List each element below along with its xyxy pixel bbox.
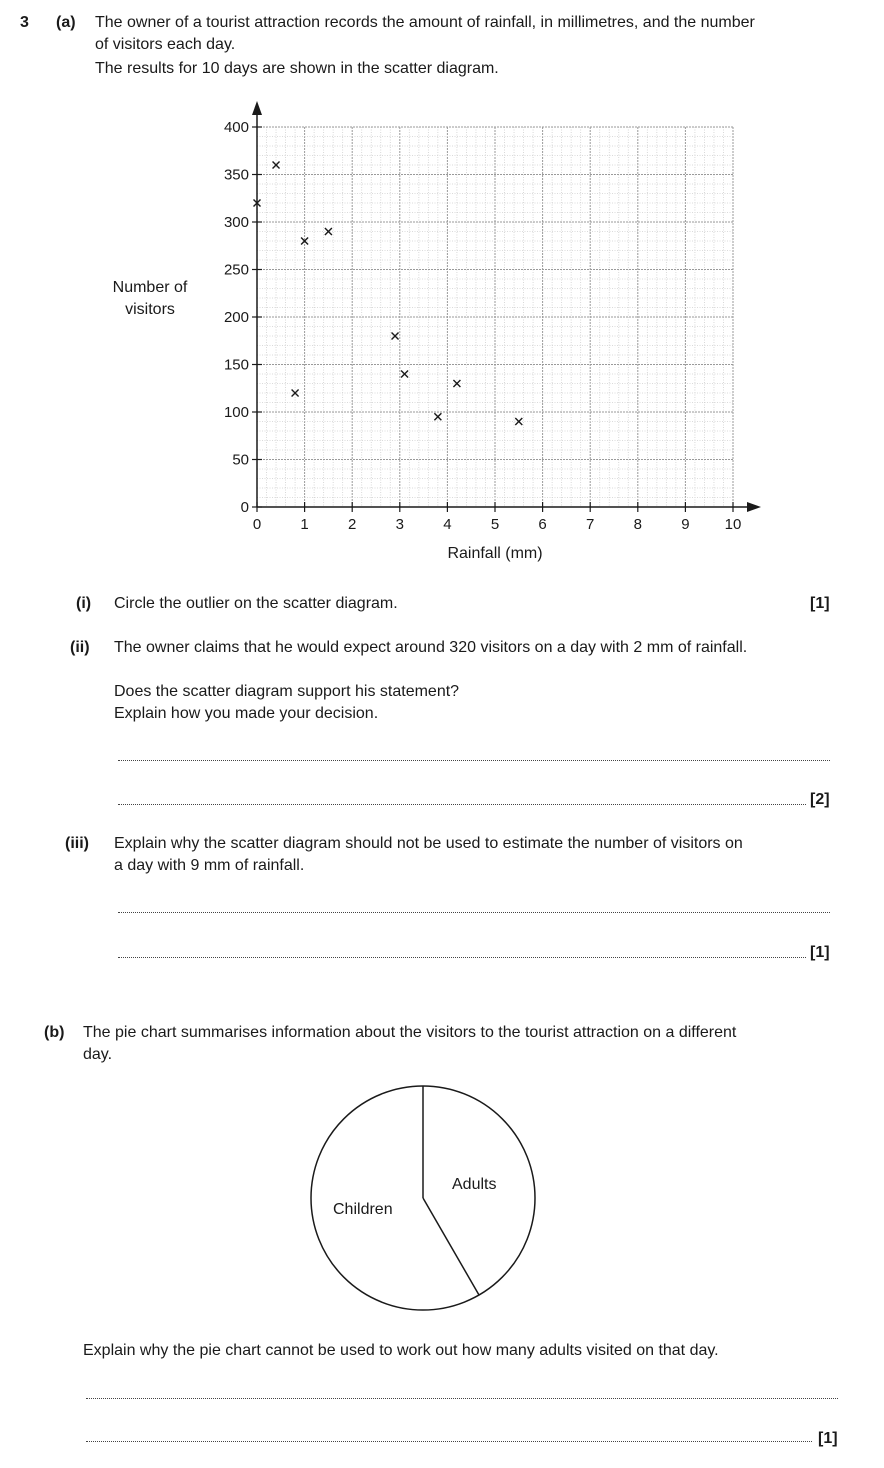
y-axis-label-line-2: visitors — [125, 301, 175, 318]
scatter-ticks — [224, 119, 741, 533]
sub-i-mark: [1] — [810, 595, 830, 612]
sub-iii-label: (iii) — [65, 835, 89, 852]
sub-iii-mark: [1] — [810, 944, 830, 961]
y-tick-label: 400 — [223, 119, 249, 136]
sub-i-text: Circle the outlier on the scatter diagram. — [114, 595, 398, 612]
sub-iii-line-1: Explain why the scatter diagram should not be used to estimate the number of visitors on — [114, 835, 743, 852]
y-tick-label: 100 — [223, 404, 249, 421]
pie-chart — [300, 1075, 550, 1325]
y-tick-label: 150 — [223, 356, 249, 374]
y-tick-label: 300 — [223, 214, 249, 231]
y-axis-label-line-1: Number of — [112, 279, 188, 296]
sub-ii-line-2: Does the scatter diagram support his statement? — [114, 683, 460, 700]
answer-line-ii-1[interactable] — [118, 760, 830, 761]
part-b-line-1: The pie chart summarises information about the visitors to the tourist attraction on a different — [83, 1024, 737, 1041]
answer-line-b-2[interactable] — [86, 1441, 812, 1442]
scatter-point — [453, 380, 460, 387]
scatter-point — [515, 418, 522, 425]
y-tick-label: 0 — [240, 499, 249, 516]
part-a-label: (a) — [56, 14, 76, 31]
part-b-line-2: day. — [83, 1046, 113, 1063]
x-tick-label: 1 — [300, 516, 309, 533]
x-tick-label: 3 — [395, 516, 404, 533]
scatter-grid — [257, 127, 733, 507]
pie-slice-boundary-children — [423, 1198, 479, 1295]
sub-ii-label: (ii) — [70, 639, 90, 656]
part-a-line-3: The results for 10 days are shown in the scatter diagram. — [95, 60, 499, 77]
x-tick-label: 8 — [633, 516, 642, 533]
part-b-mark: [1] — [818, 1430, 838, 1447]
scatter-point — [325, 228, 332, 235]
sub-i-label: (i) — [76, 595, 92, 612]
x-tick-label: 10 — [724, 516, 742, 533]
x-tick-label: 0 — [252, 516, 262, 533]
y-tick-label: 200 — [223, 309, 249, 326]
answer-line-iii-1[interactable] — [118, 912, 830, 913]
pie-label-adults: Adults — [452, 1176, 497, 1193]
question-number: 3 — [20, 14, 29, 31]
x-tick-label: 2 — [348, 516, 357, 533]
x-axis-label: Rainfall (mm) — [447, 545, 543, 562]
y-tick-label: 50 — [232, 451, 249, 469]
answer-line-ii-2[interactable] — [118, 804, 806, 805]
scatter-diagram[interactable] — [0, 0, 884, 580]
y-tick-label: 250 — [223, 261, 249, 279]
x-axis-arrow — [747, 502, 761, 512]
scatter-points — [254, 162, 523, 426]
answer-line-iii-2[interactable] — [118, 957, 806, 958]
x-tick-label: 4 — [443, 516, 452, 533]
sub-ii-line-1: The owner claims that he would expect around 320 visitors on a day with 2 mm of rainfall. — [114, 639, 748, 656]
sub-ii-mark: [2] — [810, 791, 830, 808]
x-tick-label: 7 — [586, 516, 595, 533]
y-axis-arrow — [252, 101, 262, 115]
scatter-point — [434, 413, 441, 420]
x-tick-label: 5 — [490, 516, 500, 533]
sub-iii-line-2: a day with 9 mm of rainfall. — [114, 857, 305, 874]
part-b-label: (b) — [44, 1024, 65, 1041]
x-tick-label: 6 — [538, 516, 547, 533]
answer-line-b-1[interactable] — [86, 1398, 838, 1399]
part-b-explain: Explain why the pie chart cannot be used to work out how many adults visited on that day. — [83, 1342, 719, 1359]
x-tick-label: 9 — [681, 516, 690, 533]
y-tick-label: 350 — [223, 166, 249, 184]
part-a-line-2: of visitors each day. — [95, 36, 236, 53]
part-a-line-1: The owner of a tourist attraction records the amount of rainfall, in millimetres, and the number — [95, 14, 755, 31]
pie-label-children: Children — [333, 1201, 393, 1218]
sub-ii-line-3: Explain how you made your decision. — [114, 705, 379, 722]
